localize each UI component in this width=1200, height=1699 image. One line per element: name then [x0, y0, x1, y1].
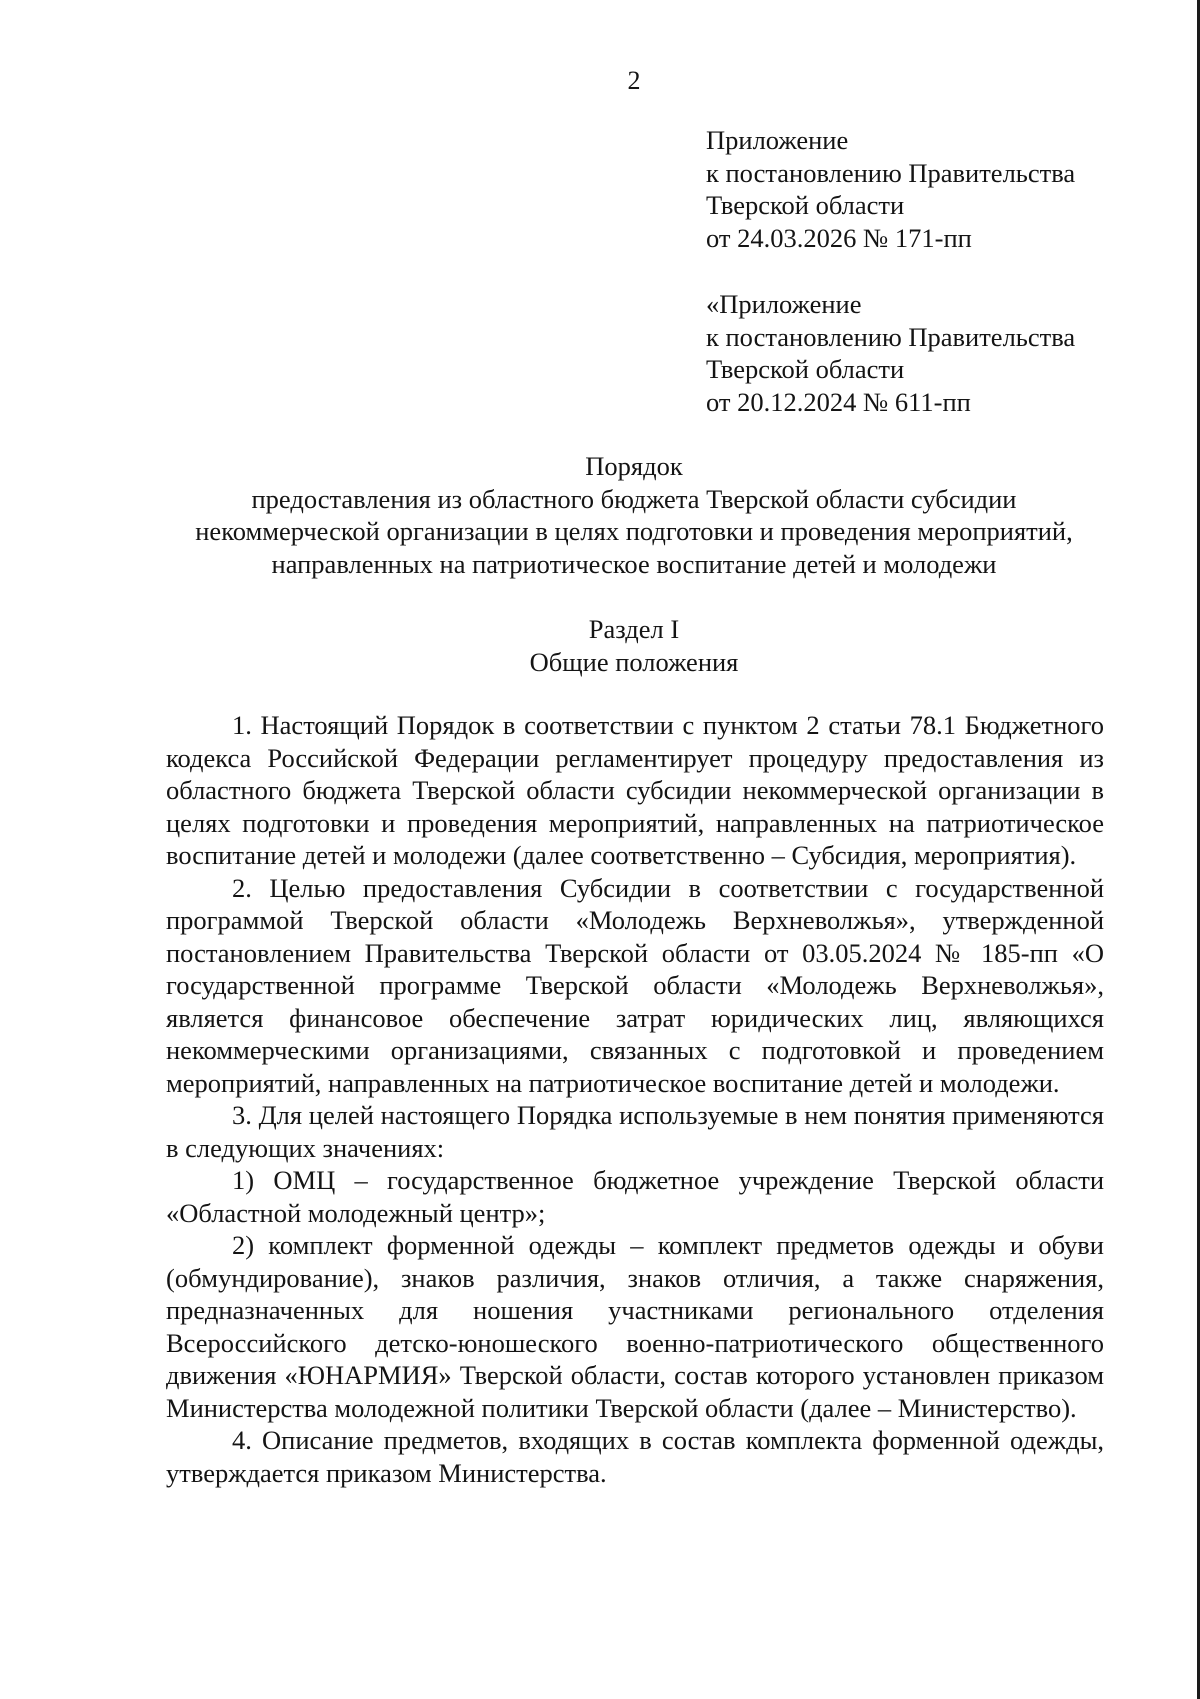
section-name: Общие положения	[529, 646, 739, 677]
paragraph-3: 3. Для целей настоящего Порядка используемые в нем понятия применяются в следующих значениях:	[166, 1100, 1104, 1163]
title-line: предоставления из областного бюджета Тверской области субсидии	[251, 483, 1017, 514]
subparagraph-3-1: 1) ОМЦ – государственное бюджетное учреждение Тверской области «Областной молодежный центр»;	[166, 1165, 1104, 1228]
appendix-header-current	[706, 124, 1186, 254]
appendix-line: Тверской области	[706, 354, 905, 384]
title-line: некоммерческой организации в целях подготовки и проведения мероприятий,	[195, 516, 1073, 546]
appendix-line: к постановлению Правительства	[706, 157, 1076, 188]
document-title	[140, 450, 1128, 580]
appendix-line: Приложение	[706, 125, 849, 155]
appendix-header-original	[706, 288, 1186, 418]
appendix-line: к постановлению Правительства	[706, 321, 1076, 352]
title-line: направленных на патриотическое воспитание детей и молодежи	[271, 548, 997, 579]
appendix-date-number: от 24.03.2026 № 171-пп	[706, 222, 972, 253]
appendix-line: «Приложение	[706, 289, 862, 319]
document-body	[166, 709, 1104, 1489]
section-heading	[140, 613, 1128, 678]
appendix-line: Тверской области	[706, 190, 905, 220]
subparagraph-3-2: 2) комплект форменной одежды – комплект предметов одежды и обуви (обмундирование), знаков различия, знаков отличия, а также снаряжения, предназначенных для ношения участниками регионального отделения Всероссийского детско-юношеского военно-патриотического общественного движения «ЮНАРМИЯ» Тверской области, состав которого установлен приказом Министерства молодежной политики Тверской области (далее – Министерство).	[166, 1230, 1104, 1423]
title-heading: Порядок	[585, 451, 683, 481]
appendix-date-number: от 20.12.2024 № 611-пп	[706, 386, 971, 417]
section-number: Раздел I	[588, 614, 680, 644]
paragraph-1: 1. Настоящий Порядок в соответствии с пунктом 2 статьи 78.1 Бюджетного кодекса Российской Федерации регламентирует процедуру предоставления из областного бюджета Тверской области субсидии некоммерческой организации в целях подготовки и проведения мероприятий, направленных на патриотическое воспитание детей и молодежи (далее соответственно – Субсидия, мероприятия).	[166, 710, 1104, 870]
paragraph-4: 4. Описание предметов, входящих в состав комплекта форменной одежды, утверждается приказом Министерства.	[166, 1425, 1104, 1488]
paragraph-2: 2. Целью предоставления Субсидии в соответствии с государственной программой Тверской области «Молодежь Верхневолжья», утвержденной постановлением Правительства Тверской области от 03.05.2024 № 185-пп «О государственной программе Тверской области «Молодежь Верхневолжья», является финансовое обеспечение затрат юридических лиц, являющихся некоммерческими организациями, связанных с подготовкой и проведением мероприятий, направленных на патриотическое воспитание детей и молодежи.	[166, 872, 1104, 1098]
page-number: 2	[627, 66, 641, 95]
